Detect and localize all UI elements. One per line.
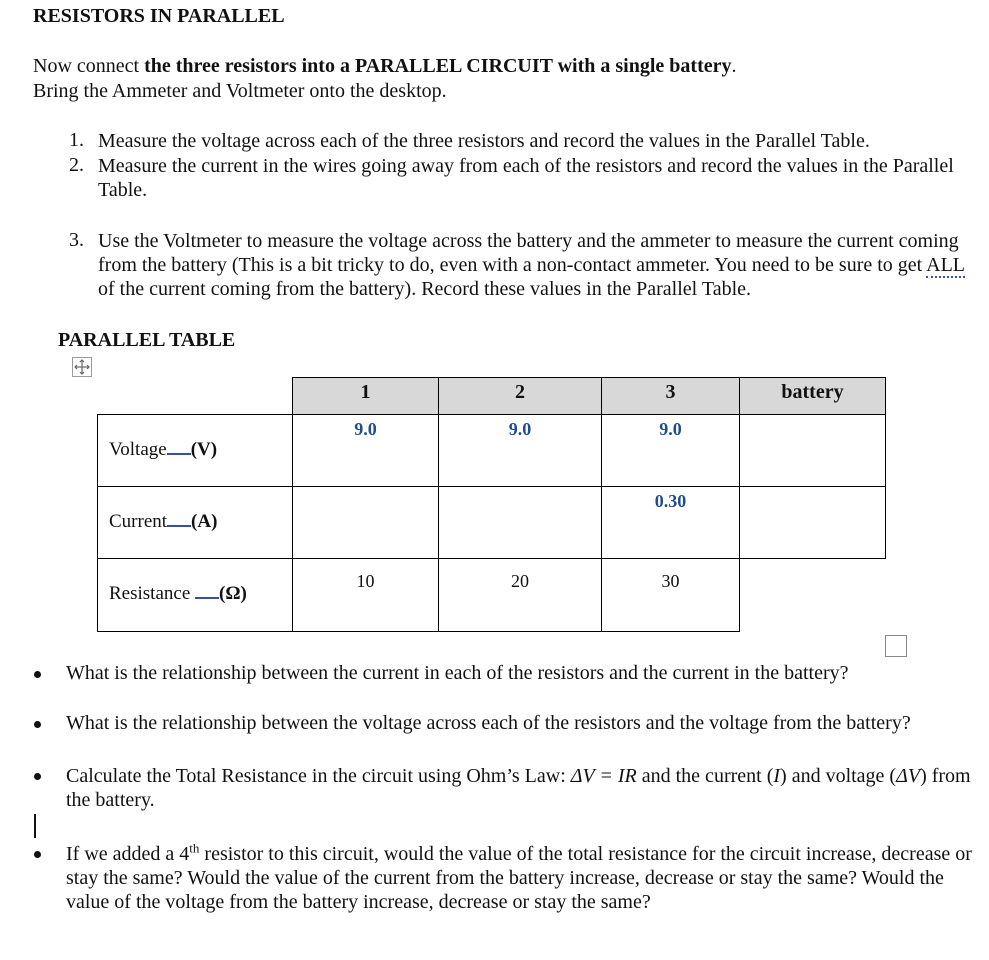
table-cell[interactable] xyxy=(740,415,886,487)
table-cell[interactable]: 10 xyxy=(293,559,439,632)
table-cell[interactable] xyxy=(439,487,602,559)
table-cell[interactable]: 30 xyxy=(602,559,740,632)
question-4: If we added a 4th resistor to this circuit, would the value of the total resistance for the circuit increase, decrease or stay the same? Would the value of the current from the battery increase, decrease or stay the same? Would the value of the voltage from the battery increase, decrease or stay the same? xyxy=(66,840,972,913)
parallel-table xyxy=(97,377,886,632)
text-cursor xyxy=(34,814,36,838)
table-row-voltage xyxy=(98,415,886,487)
bullet-icon xyxy=(34,851,41,858)
move-arrows-icon xyxy=(73,358,91,376)
table-cell[interactable]: 0.30 xyxy=(602,487,740,559)
row-label-cell: Current (A) xyxy=(98,487,293,559)
question-3: Calculate the Total Resistance in the circuit using Ohm’s Law: ΔV = IR and the current (I) and voltage (ΔV) from the battery. xyxy=(66,765,971,811)
page-heading: RESISTORS IN PARALLEL xyxy=(33,5,285,27)
header-cell: 1 xyxy=(293,378,439,415)
step-text: Measure the current in the wires going away from each of the resistors and record the values in the Parallel Table. xyxy=(98,155,954,201)
step-3-text-c: of the current coming from the battery). Record these values in the Parallel Table. xyxy=(98,278,751,300)
table-cell[interactable]: 9.0 xyxy=(439,415,602,487)
table-cell[interactable]: 20 xyxy=(439,559,602,632)
intro-line-1 xyxy=(33,54,736,78)
row-label-cell: Resistance (Ω) xyxy=(98,559,293,632)
step-number: 2. xyxy=(69,154,84,176)
step-text: Measure the voltage across each of the three resistors and record the values in the Parallel Table. xyxy=(98,130,870,152)
header-cell: 2 xyxy=(439,378,602,415)
question-1: What is the relationship between the current in each of the resistors and the current in the battery? xyxy=(66,662,849,684)
header-cell: 3 xyxy=(602,378,740,415)
step-number: 3. xyxy=(69,229,84,251)
table-cell[interactable] xyxy=(740,487,886,559)
intro-text: Now connect xyxy=(33,55,145,77)
table-title: PARALLEL TABLE xyxy=(58,329,236,351)
step-3-emphasis: ALL xyxy=(926,254,966,276)
table-cell[interactable]: 9.0 xyxy=(602,415,740,487)
intro-line-2: Bring the Ammeter and Voltmeter onto the desktop. xyxy=(33,80,447,102)
table-row-resistance xyxy=(98,559,886,632)
step-text xyxy=(98,229,980,301)
row-label-cell: Voltage (V) xyxy=(98,415,293,487)
bullet-icon xyxy=(34,721,41,728)
bullet-icon xyxy=(34,671,41,678)
table-row-current xyxy=(98,487,886,559)
intro-bold: the three resistors into a PARALLEL CIRCUIT with a single battery xyxy=(144,55,732,77)
intro-period: . xyxy=(731,55,737,77)
empty-cell xyxy=(740,559,886,632)
empty-corner-cell xyxy=(98,378,293,415)
table-resize-checkbox[interactable] xyxy=(885,635,907,657)
step-3-text-a: Use the Voltmeter to measure the voltage across the battery and the ammeter to measure the current coming from the battery (This is a bit tricky to do, even with a non-contact ammeter. You need to be sure to get xyxy=(98,230,959,276)
ohms-law-equation: ΔV = IR xyxy=(570,765,637,787)
question-2: What is the relationship between the voltage across each of the resistors and the voltage from the battery? xyxy=(66,712,911,734)
table-cell[interactable] xyxy=(293,487,439,559)
step-number: 1. xyxy=(69,129,84,151)
table-cell[interactable]: 9.0 xyxy=(293,415,439,487)
table-header-row xyxy=(98,378,886,415)
table-move-handle[interactable] xyxy=(72,357,92,377)
header-cell: battery xyxy=(740,378,886,415)
bullet-icon xyxy=(34,773,41,780)
